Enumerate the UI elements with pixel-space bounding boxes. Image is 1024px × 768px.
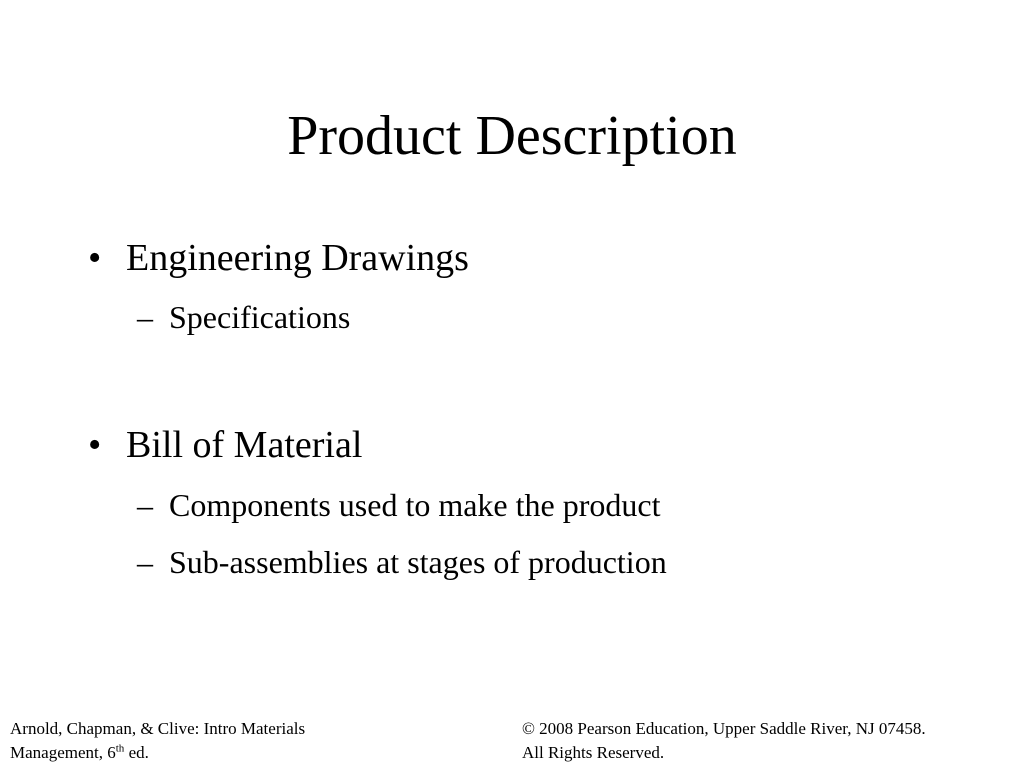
footer-copyright-line2: All Rights Reserved. [522, 743, 665, 762]
bullet-text: Bill of Material [126, 424, 363, 466]
sub-bullet-text: Sub-assemblies at stages of production [169, 544, 667, 580]
bullet-text: Engineering Drawings [126, 237, 469, 279]
footer-copyright-line1: © 2008 Pearson Education, Upper Saddle River, NJ 07458. [522, 719, 926, 738]
footer-copyright [522, 717, 926, 765]
sub-bullet-marker: – [137, 487, 153, 523]
sub-bullet-item [137, 486, 660, 524]
sub-bullet-text: Specifications [169, 299, 351, 335]
ordinal-suffix: th [115, 742, 125, 755]
sub-bullet-marker: – [137, 299, 153, 335]
footer-citation [10, 717, 305, 765]
bullet-marker: • [88, 237, 102, 279]
bullet-item [88, 423, 362, 467]
footer-citation-line1: Arnold, Chapman, & Clive: Intro Materials [10, 719, 306, 738]
sub-bullet-text: Components used to make the product [169, 487, 661, 523]
sub-bullet-item [137, 543, 667, 581]
sub-bullet-marker: – [137, 544, 153, 580]
bullet-item [88, 236, 469, 280]
sub-bullet-item [137, 298, 350, 336]
bullet-marker: • [88, 424, 102, 466]
slide-title: Product Description [287, 105, 737, 167]
footer-citation-line2: Management, 6th ed. [10, 742, 149, 762]
